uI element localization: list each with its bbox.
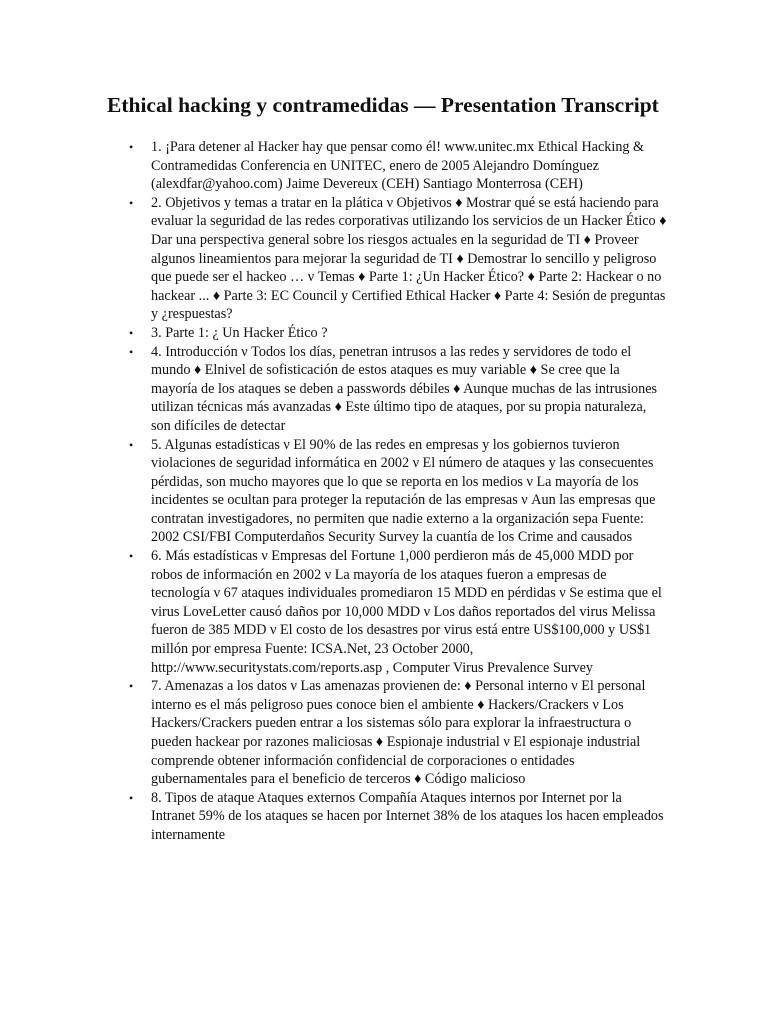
slide-item xyxy=(107,324,668,343)
bullet-icon: • xyxy=(129,790,134,805)
slide-item xyxy=(107,138,668,194)
slide-item xyxy=(107,436,668,548)
slide-text: 2. Objetivos y temas a tratar en la plática ν Objetivos ♦ Mostrar qué se está haciendo para evaluar la seguridad de las redes corporativas utilizando los servicios de un Hacker Ético ♦ Dar una perspectiva general sobre los riesgos actuales en la seguridad de TI ♦ Proveer algunos lineamientos para mejorar la seguridad de TI ♦ Demostrar lo sencillo y peligroso que puede ser el hackeo … ν Temas ♦ Parte 1: ¿Un Hacker Ético? ♦ Parte 2: Hackear o no hackear ... ♦ Parte 3: EC Council y Certified Ethical Hacker ♦ Parte 4: Sesión de preguntas y ¿respuestas? xyxy=(151,194,667,323)
page-title: Ethical hacking y contramedidas — Presentation Transcript xyxy=(107,93,659,117)
slide-text: 6. Más estadísticas ν Empresas del Fortune 1,000 perdieron más de 45,000 MDD por robos de información en 2002 ν La mayoría de los ataques fueron a empresas de tecnología ν 67 ataques individuales promediaron 15 MDD en pérdidas ν Se estima que el virus LoveLetter causó daños por 10,000 MDD ν Los daños reportados del virus Melissa fueron de 385 MDD ν El costo de los desastres por virus está entre US$100,000 y US$1 millón por empresa Fuente: ICSA.Net, 23 October 2000, http://www.securitystats.com/reports.asp , Computer Virus Prevalence Survey xyxy=(151,548,662,676)
slide-text: 8. Tipos de ataque Ataques externos Compañía Ataques internos por Internet por la Intranet 59% de los ataques se hacen por Internet 38% de los ataques los hacen empleados internamente xyxy=(151,789,664,843)
bullet-icon: • xyxy=(129,549,134,564)
slide-text: 1. ¡Para detener al Hacker hay que pensar como él! www.unitec.mx Ethical Hacking & Contramedidas Conferencia en UNITEC, enero de 2005 Alejandro Domínguez (alexdfar@yahoo.com) Jaime Devereux (CEH) Santiago Monterrosa (CEH) xyxy=(151,139,645,193)
slide-text: 7. Amenazas a los datos ν Las amenazas provienen de: ♦ Personal interno ν El personal interno es el más peligroso pues conoce bien el ambiente ♦ Hackers/Crackers ν Los Hackers/Crackers pueden entrar a los sistemas sólo para explorar la infraestructura o pueden hackear por razones maliciosas ♦ Espionaje industrial ν El espionaje industrial comprende obtener información confidencial de corporaciones o entidades gubernamentales para el beneficio de terceros ♦ Código malicioso xyxy=(151,678,646,788)
slide-item xyxy=(107,194,668,324)
bullet-icon: • xyxy=(129,437,134,452)
bullet-icon: • xyxy=(129,344,134,359)
slide-text: 5. Algunas estadísticas ν El 90% de las redes en empresas y los gobiernos tuvieron violaciones de seguridad informática en 2002 ν El número de ataques y las consecuentes pérdidas, son mucho mayores que lo que se reporta en los medios ν La mayoría de los incidentes se ocultan para proteger la reputación de las empresas ν Aun las empresas que contratan investigadores, no permiten que nadie externo a la organización sepa Fuente: 2002 CSI/FBI Computerdaños Security Survey la cuantía de los Crime and causados xyxy=(151,436,656,546)
bullet-icon: • xyxy=(129,325,134,340)
slide-item xyxy=(107,789,668,845)
slide-item xyxy=(107,677,668,789)
bullet-icon: • xyxy=(129,140,134,154)
bullet-icon: • xyxy=(129,679,134,694)
bullet-icon: • xyxy=(129,195,134,210)
slide-text: 3. Parte 1: ¿ Un Hacker Ético ? xyxy=(151,324,328,341)
slide-text: 4. Introducción ν Todos los días, penetran intrusos a las redes y servidores de todo el mundo ♦ Elnivel de sofisticación de estos ataques es muy variable ♦ Se cree que la mayoría de los ataques se deben a passwords débiles ♦ Aunque muchas de las intrusiones utilizan técnicas más avanzadas ♦ Este último tipo de ataques, por su propia naturaleza, son difíciles de detectar xyxy=(151,343,658,434)
slide-item xyxy=(107,343,668,436)
slide-item xyxy=(107,547,668,677)
slide-list xyxy=(107,138,668,845)
